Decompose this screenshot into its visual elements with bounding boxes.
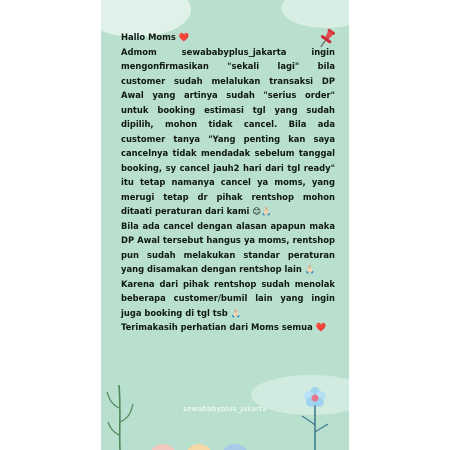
- story-message: [121, 30, 335, 335]
- paragraph-confirmation: Admom sewababyplus_jakarta ingin mengonfirmasikan "sekali lagi" bila customer sudah melalukan transaksi DP Awal yang artinya sudah "serius order" untuk booking estimasi tgl yang sudah dipilih, mohon tidak cancel. Bila ada customer tanya "Yang penting kan saya cancelnya tidak mendadak sebelum tanggal booking, sy cancel jauh2 hari dari tgl ready" itu tetap namanya cancel ya moms, yang merugi tetap dr pihak rentshop mohon ditaati peraturan dari kami 😊🙏🏻: [121, 46, 335, 216]
- plant-stem-icon: [105, 380, 135, 450]
- rainbow-arches-icon: [141, 428, 261, 450]
- paragraph-reason: Karena dari pihak rentshop sudah menolak beberapa customer/bumil lain yang ingin juga booking di tgl tsb 🙏🏻: [121, 278, 335, 318]
- cloud-decoration: [281, 0, 349, 28]
- flower-icon: [299, 380, 331, 450]
- closing-text: Terimakasih perhatian dari Moms semua ❤️: [121, 322, 327, 332]
- paragraph-cancel-policy: Bila ada cancel dengan alasan apapun maka DP Awal tersebut hangus ya moms, rentshop pun sudah melakukan standar peraturan yang disamakan dengan rentshop lain 🙏🏻: [121, 220, 335, 274]
- greeting-text: Hallo Moms ❤️: [121, 32, 190, 42]
- account-handle: sewababyplus_jakarta: [183, 404, 267, 413]
- story-card: [101, 0, 349, 450]
